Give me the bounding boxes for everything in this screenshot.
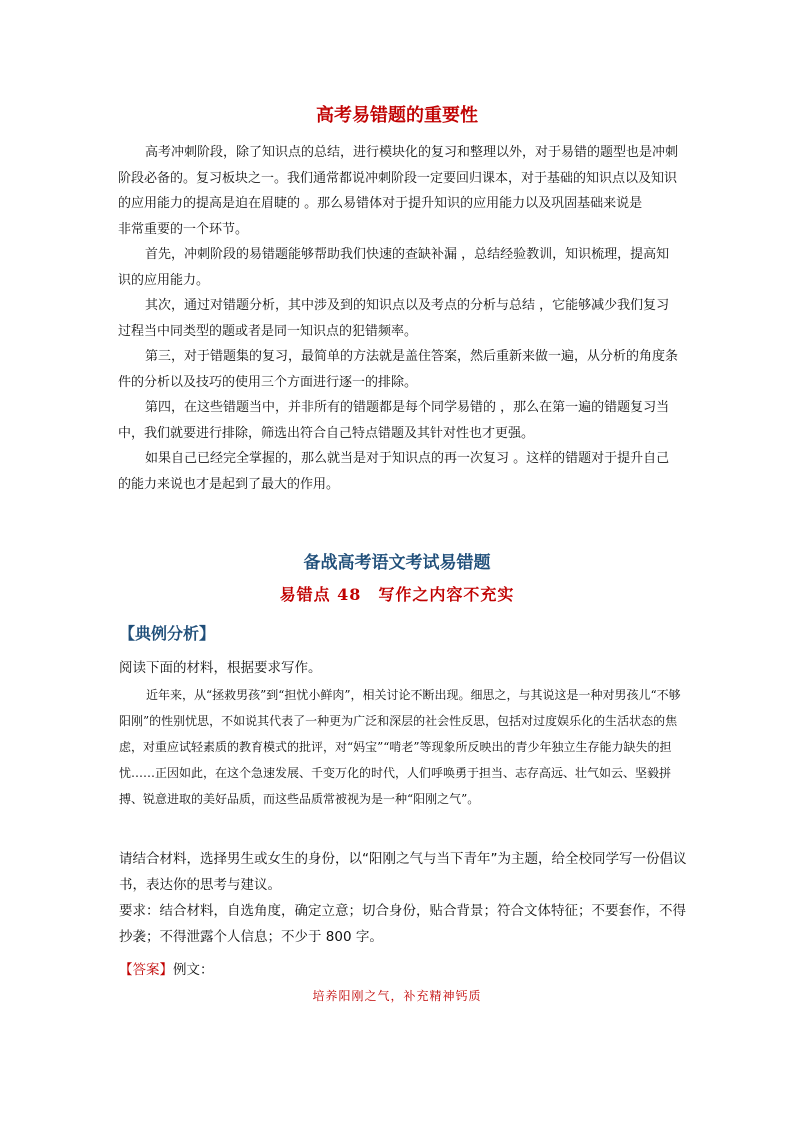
material-text: 近年来，从“拯救男孩”到“担忧小鲜肉”，相关讨论不断出现。细思之，与其说这是一种对男孩儿“不够阳刚”的性别忧思，不如说其代表了一种更为广泛和深层的社会性反思，包括对过度娱乐化的生活状态的焦虑，对重应试轻素质的教育模式的批评，对“妈宝”“啃老”等现象所反映出的青少年独立生存能力缺失的担忧……正因如此，在这个急速发展、千变万化的时代，人们呼唤勇于担当、志存高远、壮气如云、坚毅拼搏、锐意进取的美好品质，而这些品质常被视为是一种“阳刚之气”。 xyxy=(119,688,681,806)
intro-paragraph: 首先，冲刺阶段的易错题能够帮助我们快速的查缺补漏 ，总结经验教训，知识梳理，提高知识的应用能力。 xyxy=(118,247,670,288)
task-intro: 阅读下面的材料，根据要求写作。 xyxy=(119,660,322,676)
material-passage xyxy=(119,682,687,812)
intro-paragraph: 其次，通过对错题分析，其中涉及到的知识点以及考点的分析与总结 ，它能够减少我们复习过程当中同类型的题或者是同一知识点的犯错频率。 xyxy=(118,298,670,339)
intro-section xyxy=(118,140,678,497)
prompt-section xyxy=(119,846,687,950)
writing-requirements: 要求：结合材料，自选角度，确定立意；切合身份，贴合背景；符合文体特征；不要套作，不得抄袭；不得泄露个人信息；不少于 800 字。 xyxy=(119,903,686,945)
writing-prompt: 请结合材料，选择男生或女生的身份，以“阳刚之气与当下青年”为主题，给全校同学写一份倡议书，表达你的思考与建议。 xyxy=(119,851,687,893)
section-title: 备战高考语文考试易错题 xyxy=(303,553,491,573)
intro-paragraph: 第三，对于错题集的复习，最简单的方法就是盖住答案，然后重新来做一遍，从分析的角度条件的分析以及技巧的使用三个方面进行逐一的排除。 xyxy=(118,349,679,390)
intro-paragraph: 高考冲刺阶段，除了知识点的总结，进行模块化的复习和整理以外，对于易错的题型也是冲刺阶段必备的。复习板块之一。我们通常都说冲刺阶段一定要回归课本，对于基础的知识点以及知识的应用能力的提高是迫在眉睫的 。那么易错体对于提升知识的应用能力以及巩固基础来说是 xyxy=(118,145,679,211)
essay-title: 培养阳刚之气，补充精神钙质 xyxy=(312,989,482,1003)
answer-line xyxy=(119,958,214,978)
main-title: 高考易错题的重要性 xyxy=(316,105,478,126)
analysis-label: 【典例分析】 xyxy=(119,624,216,643)
section-subtitle: 易错点 48 写作之内容不充实 xyxy=(279,585,515,604)
intro-paragraph: 第四，在这些错题当中，并非所有的错题都是每个同学易错的 ，那么在第一遍的错题复习当中，我们就要进行排除，筛选出符合自己特点错题及其针对性也才更强。 xyxy=(118,400,670,441)
answer-suffix: 例文： xyxy=(173,962,214,978)
intro-paragraph: 非常重要的一个环节。 xyxy=(118,221,249,237)
intro-paragraph: 如果自己已经完全掌握的，那么就当是对于知识点的再一次复习 。这样的错题对于提升自己的能力来说也才是起到了最大的作用。 xyxy=(118,451,670,492)
answer-label: 【答案】 xyxy=(119,962,173,978)
